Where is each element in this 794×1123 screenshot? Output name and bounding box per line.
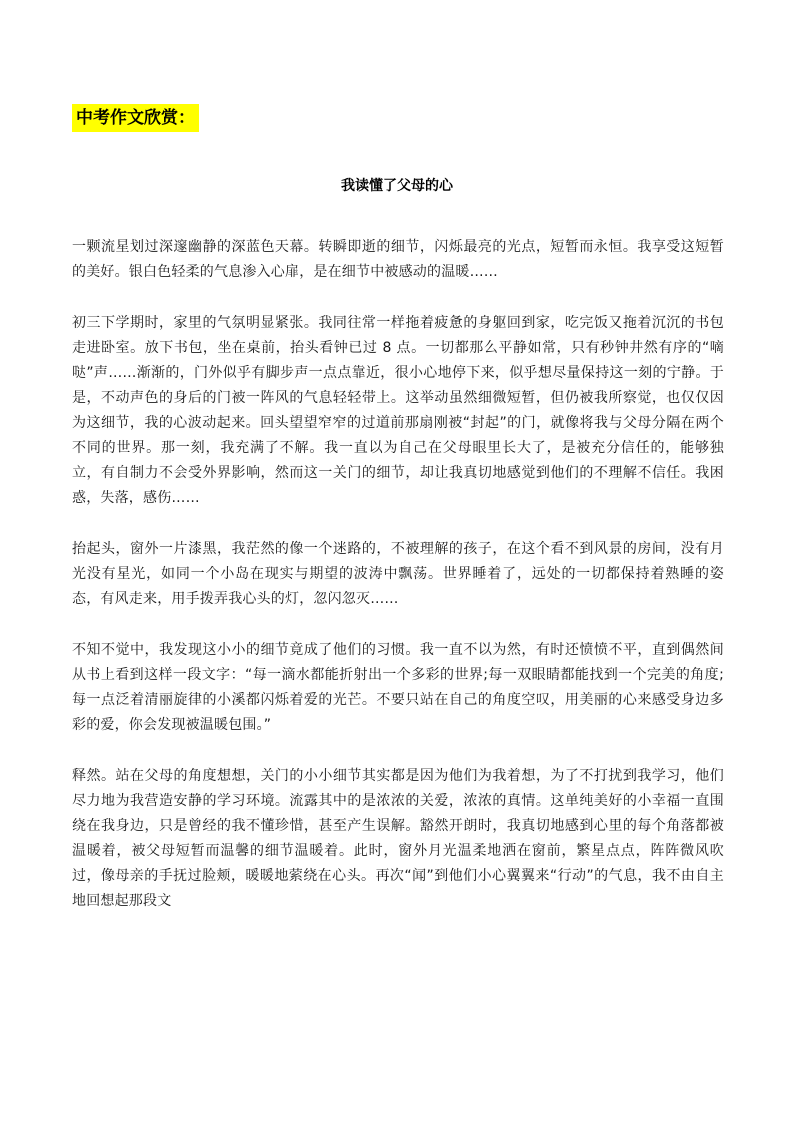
section-label: 中考作文欣赏： [72,104,199,132]
paragraph-4: 不知不觉中，我发现这小小的细节竟成了他们的习惯。我一直不以为然，有时还愤愤不平，直到偶然间从书上看到这样一段文字：“每一滴水都能折射出一个多彩的世界;每一双眼睛都能找到一个完美的角度;每一点泛着清丽旋律的小溪都闪烁着爱的光芒。不要只站在自己的角度空叹，用美丽的心来感受身边多彩的爱，你会发现被温暖包围。” [72,642,724,733]
paragraph-2: 初三下学期时，家里的气氛明显紧张。我同往常一样拖着疲惫的身躯回到家，吃完饭又拖着沉沉的书包走进卧室。放下书包，坐在桌前，抬头看钟已过 8 点。一切都那么平静如常，只有秒钟井然有序的“嘀哒”声……渐渐的，门外似乎有脚步声一点点靠近，很小心地停下来，似乎想尽量保持这一刻的宁静。于是，不动声色的身后的门被一阵风的气息轻轻带上。这举动虽然细微短暂，但仍被我所察觉，也仅仅因为这细节，我的心波动起来。回头望望窄窄的过道前那扇刚被“封起”的门，就像将我与父母分隔在两个不同的世界。那一刻，我充满了不解。我一直以为自己在父母眼里长大了，是被充分信任的，能够独立，有自制力不会受外界影响，然而这一关门的细节，却让我真切地感觉到他们的不理解不信任。我困惑，失落，感伤…… [72,315,724,506]
paragraph-5: 释然。站在父母的角度想想，关门的小小细节其实都是因为他们为我着想，为了不打扰到我学习，他们尽力地为我营造安静的学习环境。流露其中的是浓浓的关爱，浓浓的真情。这单纯美好的小幸福一直围绕在我身边，只是曾经的我不懂珍惜，甚至产生误解。豁然开朗时，我真切地感到心里的每个角落都被温暖着，被父母短暂而温馨的细节温暖着。此时，窗外月光温柔地洒在窗前，繁星点点，阵阵微风吹过，像母亲的手抚过脸颊，暖暖地萦绕在心头。再次“闻”到他们小心翼翼来“行动”的气息，我不由自主地回想起那段文 [72,768,724,909]
paragraph-1: 一颗流星划过深邃幽静的深蓝色天幕。转瞬即逝的细节，闪烁最亮的光点，短暂而永恒。我享受这短暂的美好。银白色轻柔的气息渗入心扉，是在细节中被感动的温暖…… [72,239,724,280]
essay-title: 我读懂了父母的心 [341,178,453,194]
paragraph-3: 抬起头，窗外一片漆黑，我茫然的像一个迷路的，不被理解的孩子，在这个看不到风景的房间，没有月光没有星光，如同一个小岛在现实与期望的波涛中飘荡。世界睡着了，远处的一切都保持着熟睡的姿态，有风走来，用手拨弄我心头的灯，忽闪忽灭…… [72,541,724,607]
essay-body [72,235,724,914]
